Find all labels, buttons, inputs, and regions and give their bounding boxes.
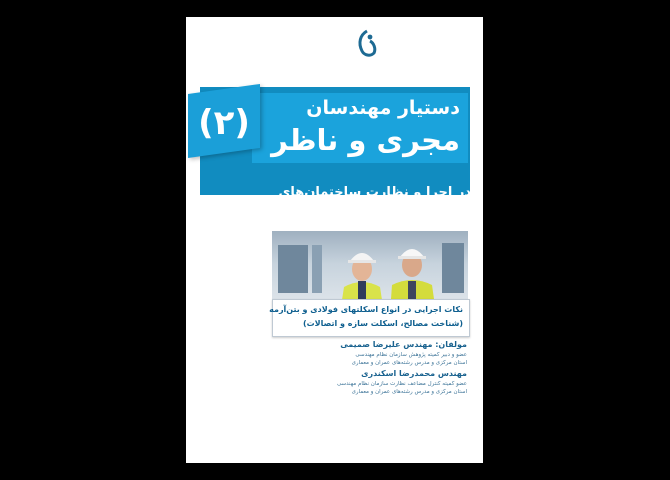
author-1-desc-1: عضو و دبیر کمیته پژوهش سازمان نظام مهندسی [355,352,467,358]
content-note-box [269,299,470,337]
volume-number: (۲) [198,103,250,143]
subtitle-line-2: فولادی و بتنی از تخریب تا تحویل [260,204,471,219]
note-line-2: (شناخت مصالح، اسکلت سازه و اتصالات) [302,319,463,328]
publisher-logo [356,29,378,59]
volume-badge [188,84,260,158]
author-2-name: مهندس محمدرضا اسکندری [361,369,467,378]
author-2-desc-2: استان مرکزی و مدرس رشته‌های عمران و معماری [351,389,467,395]
author-1-desc-2: استان مرکزی و مدرس رشته‌های عمران و معماری [351,360,467,366]
title-line-2: مجری و ناظر [271,123,460,157]
note-line-1: نکات اجرایی در انواع اسکلتهای فولادی و بتن‌آرمه [269,305,463,314]
title-ribbon [252,93,468,163]
subtitle-line-1: در اجرا و نظارت ساختمان‌های [278,185,471,200]
author-1-name: مولفان: مهندس علیرضا صمیمی [340,340,467,349]
title-line-1: دستیار مهندسان [306,97,460,119]
book-cover [186,17,483,463]
author-2-desc-1: عضو کمیته کنترل مضاعف نظارت سازمان نظام مهندسی [336,381,467,387]
